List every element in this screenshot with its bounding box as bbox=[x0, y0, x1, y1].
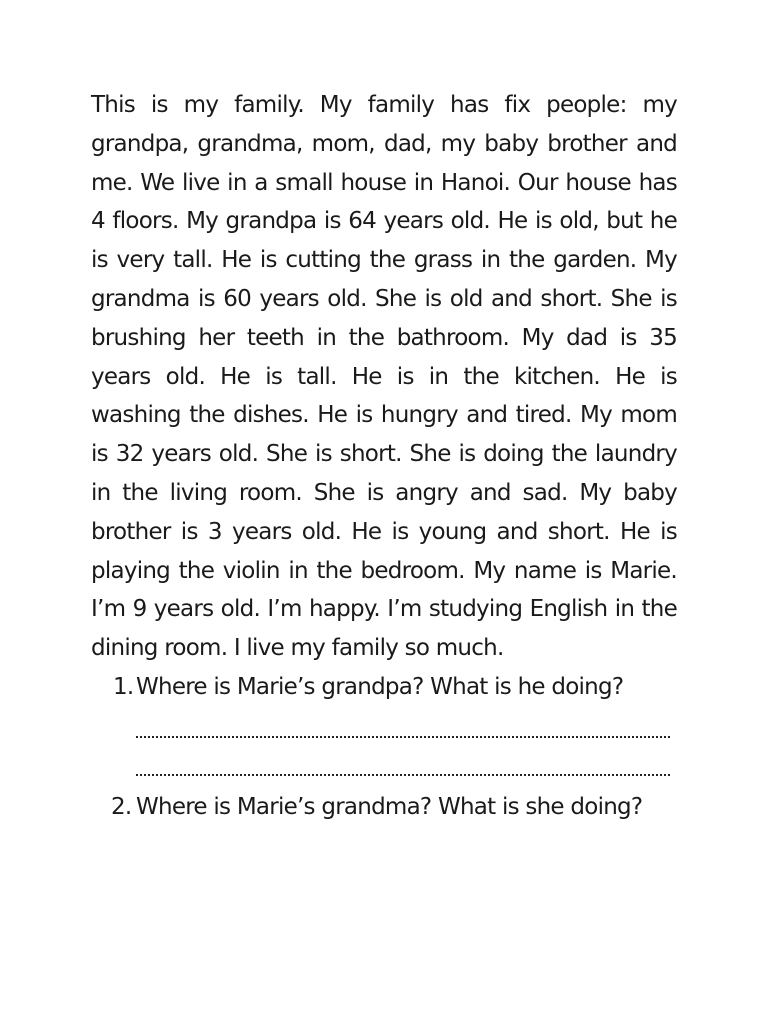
reading-passage: This is my family. My family has fix people: my grandpa, grandma, mom, dad, my baby brother and me. We live in a small house in Hanoi. Our house has 4 floors. My grandpa is 64 years old. He is old, but he is very tall. He is cutting the grass in the garden. My grandma is 60 years old. She is old and short. She is brushing her teeth in the bathroom. My dad is 35 years old. He is tall. He is in the kitchen. He is washing the dishes. He is hungry and tired. My mom is 32 years old. She is short. She is doing the laundry in the living room. She is angry and sad. My baby brother is 3 years old. He is young and short. He is playing the violin in the bedroom. My name is Marie. I’m 9 years old. I’m happy. I’m studying English in the dining room. I live my family so much. bbox=[91, 92, 677, 662]
worksheet-page bbox=[91, 86, 677, 827]
question-number: 2. bbox=[111, 794, 132, 821]
question-text: Where is Marie’s grandma? What is she doing? bbox=[136, 794, 643, 821]
question-item-1 bbox=[91, 668, 677, 784]
answer-line-2[interactable] bbox=[136, 738, 670, 777]
question-text: Where is Marie’s grandpa? What is he doing? bbox=[136, 673, 624, 700]
question-number: 1. bbox=[113, 673, 134, 700]
question-list bbox=[91, 668, 677, 827]
answer-line-1[interactable] bbox=[136, 699, 670, 738]
question-item-2 bbox=[91, 788, 677, 827]
